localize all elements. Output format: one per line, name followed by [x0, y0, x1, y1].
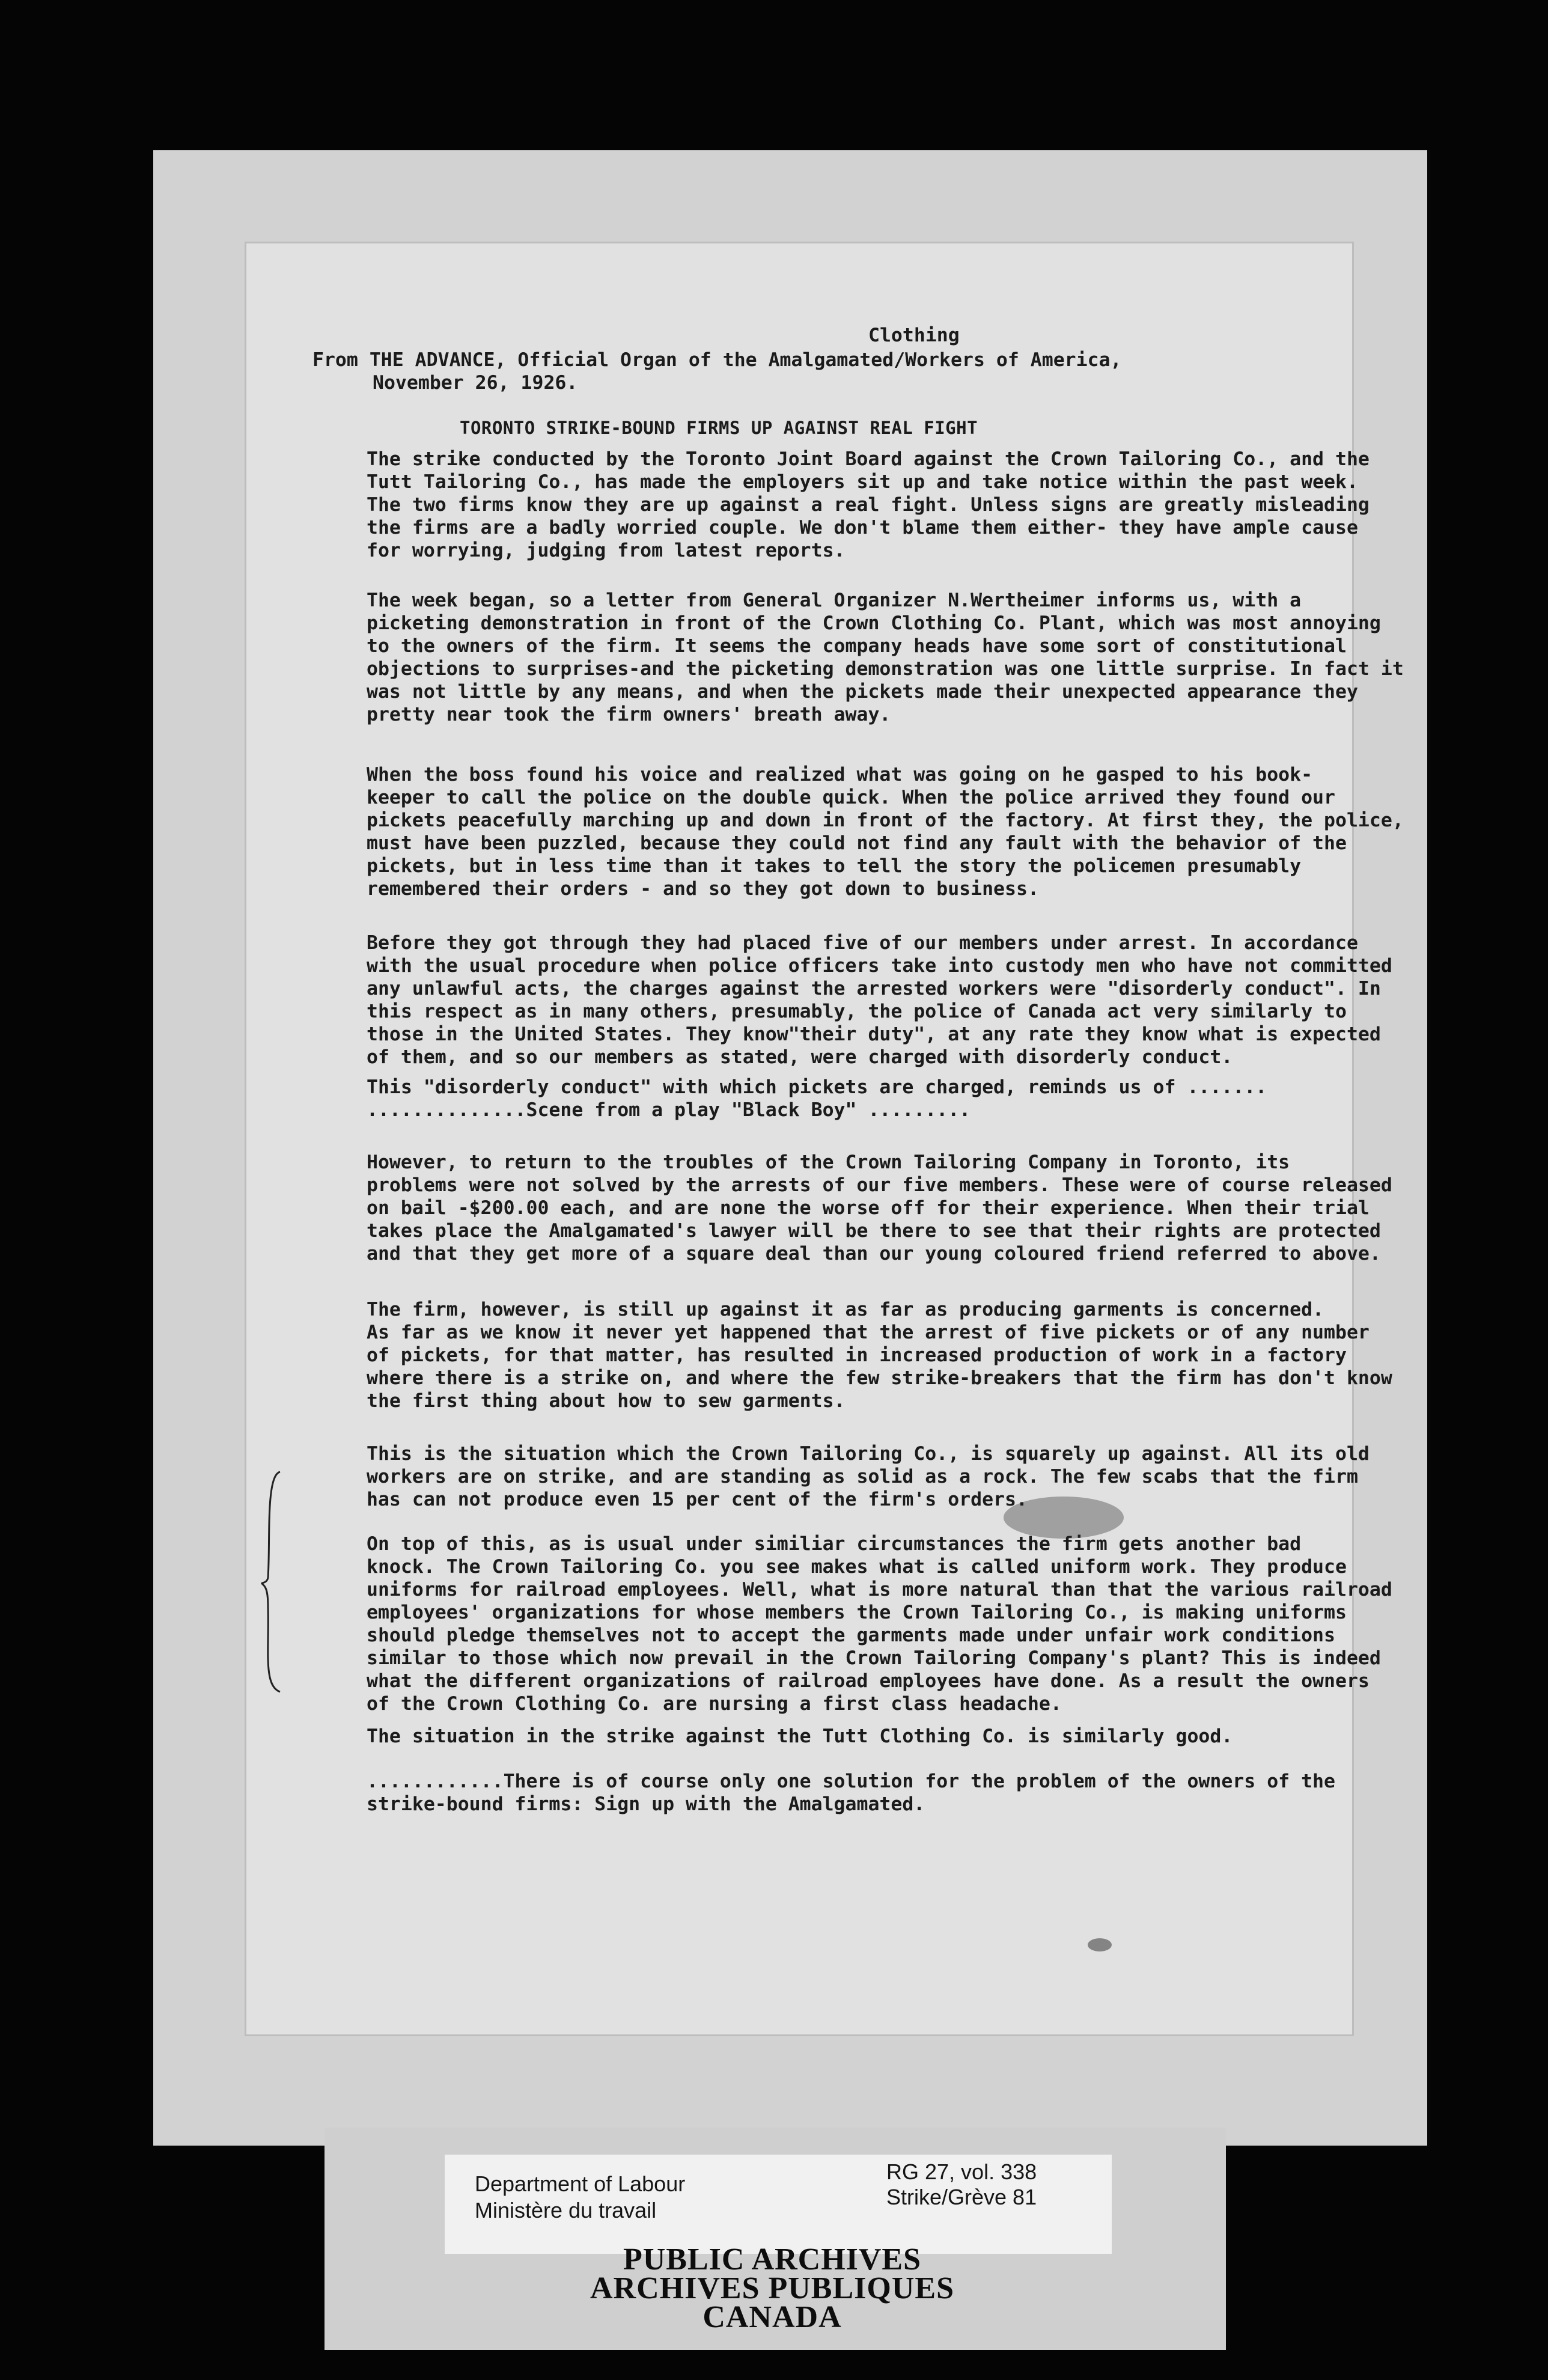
paragraph-6: However, to return to the troubles of the Crown Tailoring Company in Toronto, its problems were not solved by the arrests of our five members. These were of course released on bail -$200.00 each, and are none the worse off for their experience. When their trial takes place the Amalgamated's lawyer will be there to see that their rights are protected and that they get more of a square deal than our young coloured friend referred to above.	[367, 1152, 1392, 1265]
archives-line-1: PUBLIC ARCHIVES	[623, 2242, 922, 2277]
header-source	[312, 349, 1122, 394]
archive-label-card	[445, 2155, 1112, 2254]
department-english: Department of Labour	[475, 2171, 686, 2196]
record-group-reference: RG 27, vol. 338	[886, 2159, 1037, 2184]
paragraph-11: ............There is of course only one solution for the problem of the owners of the strike-bound firms: Sign up with the Amalgamated.	[367, 1771, 1335, 1815]
typed-document-page	[246, 243, 1404, 2034]
header-category: Clothing	[868, 325, 960, 346]
archives-line-2: ARCHIVES PUBLIQUES	[590, 2271, 955, 2305]
paragraph-4: Before they got through they had placed five of our members under arrest. In accordance with the usual procedure when police officers take into custody men who have not committed any unlawful acts, the charges against the arrested workers were "disorderly conduct". In this respect as in many others, presumably, the police of Canada act very similarly to those in the United States. They know"their duty", at any rate they know what is expected of them, and so our members as stated, were charged with disorderly conduct.	[367, 932, 1392, 1068]
paragraph-7: The firm, however, is still up against it as far as producing garments is concerned. As far as we know it never yet happened that the arrest of five pickets or of any number of pickets, for that matter, has resulted in increased production of work in a factory where there is a strike on, and where the few strike-breakers that the firm has don't know the first thing about how to sew garments.	[367, 1299, 1392, 1412]
archives-line-3: CANADA	[702, 2300, 842, 2334]
ink-smudge	[1004, 1497, 1124, 1539]
paragraph-5: This "disorderly conduct" with which pickets are charged, reminds us of ....... ..............Scene from a play "Black Boy" .........	[367, 1076, 1267, 1121]
ink-mark	[1088, 1938, 1112, 1951]
paragraph-9: On top of this, as is usual under similiar circumstances the firm gets another bad knock. The Crown Tailoring Co. you see makes what is called uniform work. They produce uniforms for railroad employees. Well, what is more natural than that the various railroad employees' organizations for whose members the Crown Tailoring Co., is making uniforms should pledge themselves not to accept the garments made under unfair work conditions similar to those which now prevail in the Crown Tailoring Company's plant? This is indeed what the different organizations of railroad employees have done. As a result the owners of the Crown Clothing Co. are nursing a first class headache.	[367, 1533, 1392, 1715]
article-title: TORONTO STRIKE-BOUND FIRMS UP AGAINST REAL FIGHT	[460, 418, 978, 438]
strike-file-reference: Strike/Grève 81	[886, 2185, 1037, 2209]
handwritten-bracket	[260, 1469, 284, 1695]
paragraph-3: When the boss found his voice and realized what was going on he gasped to his book- keeper to call the police on the double quick. When the police arrived they found our pickets peacefully marching up and down in front of the factory. At first they, the police, must have been puzzled, because they could not find any fault with the behavior of the pickets, but in less time than it takes to tell the story the policemen presumably remembered their orders - and so they got down to business.	[367, 764, 1404, 900]
header-line-1: From THE ADVANCE, Official Organ of the Amalgamated/Workers of America,	[312, 349, 1122, 371]
department-french: Ministère du travail	[475, 2198, 657, 2223]
paragraph-2: The week began, so a letter from General Organizer N.Wertheimer informs us, with a picketing demonstration in front of the Crown Clothing Co. Plant, which was most annoying to the owners of the firm. It seems the company heads have some sort of constitutional objections to surprises-and the picketing demonstration was one little surprise. In fact it was not little by any means, and when the pickets made their unexpected appearance they pretty near took the firm owners' breath away.	[367, 590, 1404, 725]
paragraph-1: The strike conducted by the Toronto Joint Board against the Crown Tailoring Co., and the Tutt Tailoring Co., has made the employers sit up and take notice within the past week. The two firms know they are up against a real fight. Unless signs are greatly misleading the firms are a badly worried couple. We don't blame them either- they have ample cause for worrying, judging from latest reports.	[367, 448, 1370, 561]
header-line-2: November 26, 1926.	[373, 372, 578, 394]
paragraph-8: This is the situation which the Crown Tailoring Co., is squarely up against. All its old workers are on strike, and are standing as solid as a rock. The few scabs that the firm has can not produce even 15 per cent of the firm's orders.	[367, 1443, 1370, 1510]
paragraph-10: The situation in the strike against the Tutt Clothing Co. is similarly good.	[367, 1726, 1233, 1747]
